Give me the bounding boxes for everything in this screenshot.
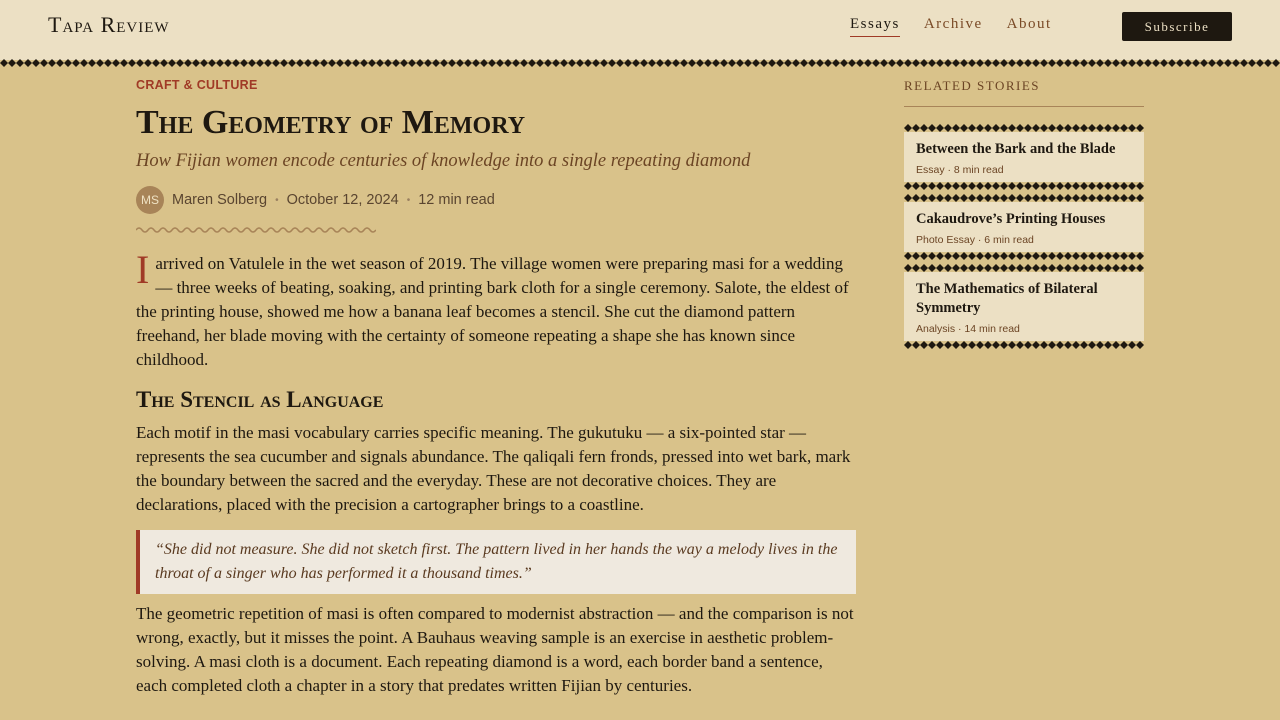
article-kicker[interactable]: CRAFT & CULTURE: [136, 78, 258, 92]
drop-cap: I: [136, 247, 150, 293]
paragraph-intro: [136, 247, 856, 372]
diamond-pattern-icon: [904, 182, 1144, 190]
diamond-pattern-icon: [904, 124, 1144, 132]
paragraph-geometry: The geometric repetition of masi is often compared to modernist abstraction — and the comparison is not wrong, exactly, but it misses the point. A Bauhaus weaving sample is an exercise in aesthetic problem-solving. A masi cloth is a document. Each repeating diamond is a word, each border band a sentence, each completed cloth a chapter in a story that predates written Fijian by centuries.: [136, 604, 854, 696]
related-story-title[interactable]: Cakaudrove’s Printing Houses: [916, 211, 1106, 227]
main-nav: [850, 16, 1052, 37]
related-story-meta: Essay · 8 min read: [916, 164, 1004, 176]
site-header: [0, 0, 1280, 52]
avatar[interactable]: MS: [136, 186, 164, 214]
byline: [136, 186, 856, 214]
related-story-title[interactable]: The Mathematics of Bilateral Symmetry: [916, 281, 1098, 316]
article: [136, 78, 856, 698]
wave-divider-icon: [136, 226, 376, 234]
related-story-title[interactable]: Between the Bark and the Blade: [916, 141, 1116, 157]
related-story-meta: Photo Essay · 6 min read: [916, 234, 1034, 246]
diamond-pattern-icon: [904, 264, 1144, 272]
separator-dot: •: [275, 194, 279, 206]
article-title: The Geometry of Memory: [136, 104, 526, 141]
related-story-meta: Analysis · 14 min read: [916, 323, 1020, 335]
related-story-card[interactable]: [904, 124, 1144, 190]
nav-essays[interactable]: Essays: [850, 16, 900, 37]
publish-date: October 12, 2024: [286, 192, 399, 209]
read-time: 12 min read: [418, 192, 495, 209]
section-heading: The Stencil as Language: [136, 387, 384, 413]
related-stories: [904, 78, 1144, 349]
diamond-pattern-icon: [904, 252, 1144, 260]
site-logo[interactable]: Tapa Review: [48, 12, 170, 37]
nav-about[interactable]: About: [1006, 16, 1052, 32]
diamond-pattern-icon: [0, 59, 1280, 67]
diamond-pattern-icon: [904, 194, 1144, 202]
header-diamond-band: [0, 52, 1280, 60]
related-story-card[interactable]: [904, 194, 1144, 260]
diamond-pattern-icon: [904, 341, 1144, 349]
related-stories-heading: RELATED STORIES: [904, 78, 1144, 107]
pull-quote: “She did not measure. She did not sketch first. The pattern lived in her hands the way a melody lives in the throat of a singer who has performed it a thousand times.”: [136, 530, 856, 594]
author-name[interactable]: Maren Solberg: [172, 192, 268, 209]
paragraph-motifs: Each motif in the masi vocabulary carries specific meaning. The gukutuku — a six-pointed star — represents the sea cucumber and signals abundance. The qaliqali fern fronds, pressed into wet bark, mark the boundary between the sacred and the everyday. These are not decorative choices. They are declarations, placed with the precision a cartographer brings to a coastline.: [136, 423, 851, 515]
nav-archive[interactable]: Archive: [923, 16, 983, 32]
article-subtitle: How Fijian women encode centuries of knowledge into a single repeating diamond: [136, 151, 751, 172]
related-story-card[interactable]: [904, 264, 1144, 349]
subscribe-button[interactable]: Subscribe: [1122, 12, 1232, 41]
separator-dot: •: [406, 194, 411, 206]
paragraph-intro-text: arrived on Vatulele in the wet season of 2019. The village women were preparing masi for a wedding — three weeks of beating, soaking, and printing bark cloth for a single ceremony. Salote, the eldest of the printing house, showed me how a banana leaf becomes a stencil. She cut the diamond pattern freehand, her blade moving with the certainty of someone repeating a shape she has known since childhood.: [136, 254, 849, 370]
